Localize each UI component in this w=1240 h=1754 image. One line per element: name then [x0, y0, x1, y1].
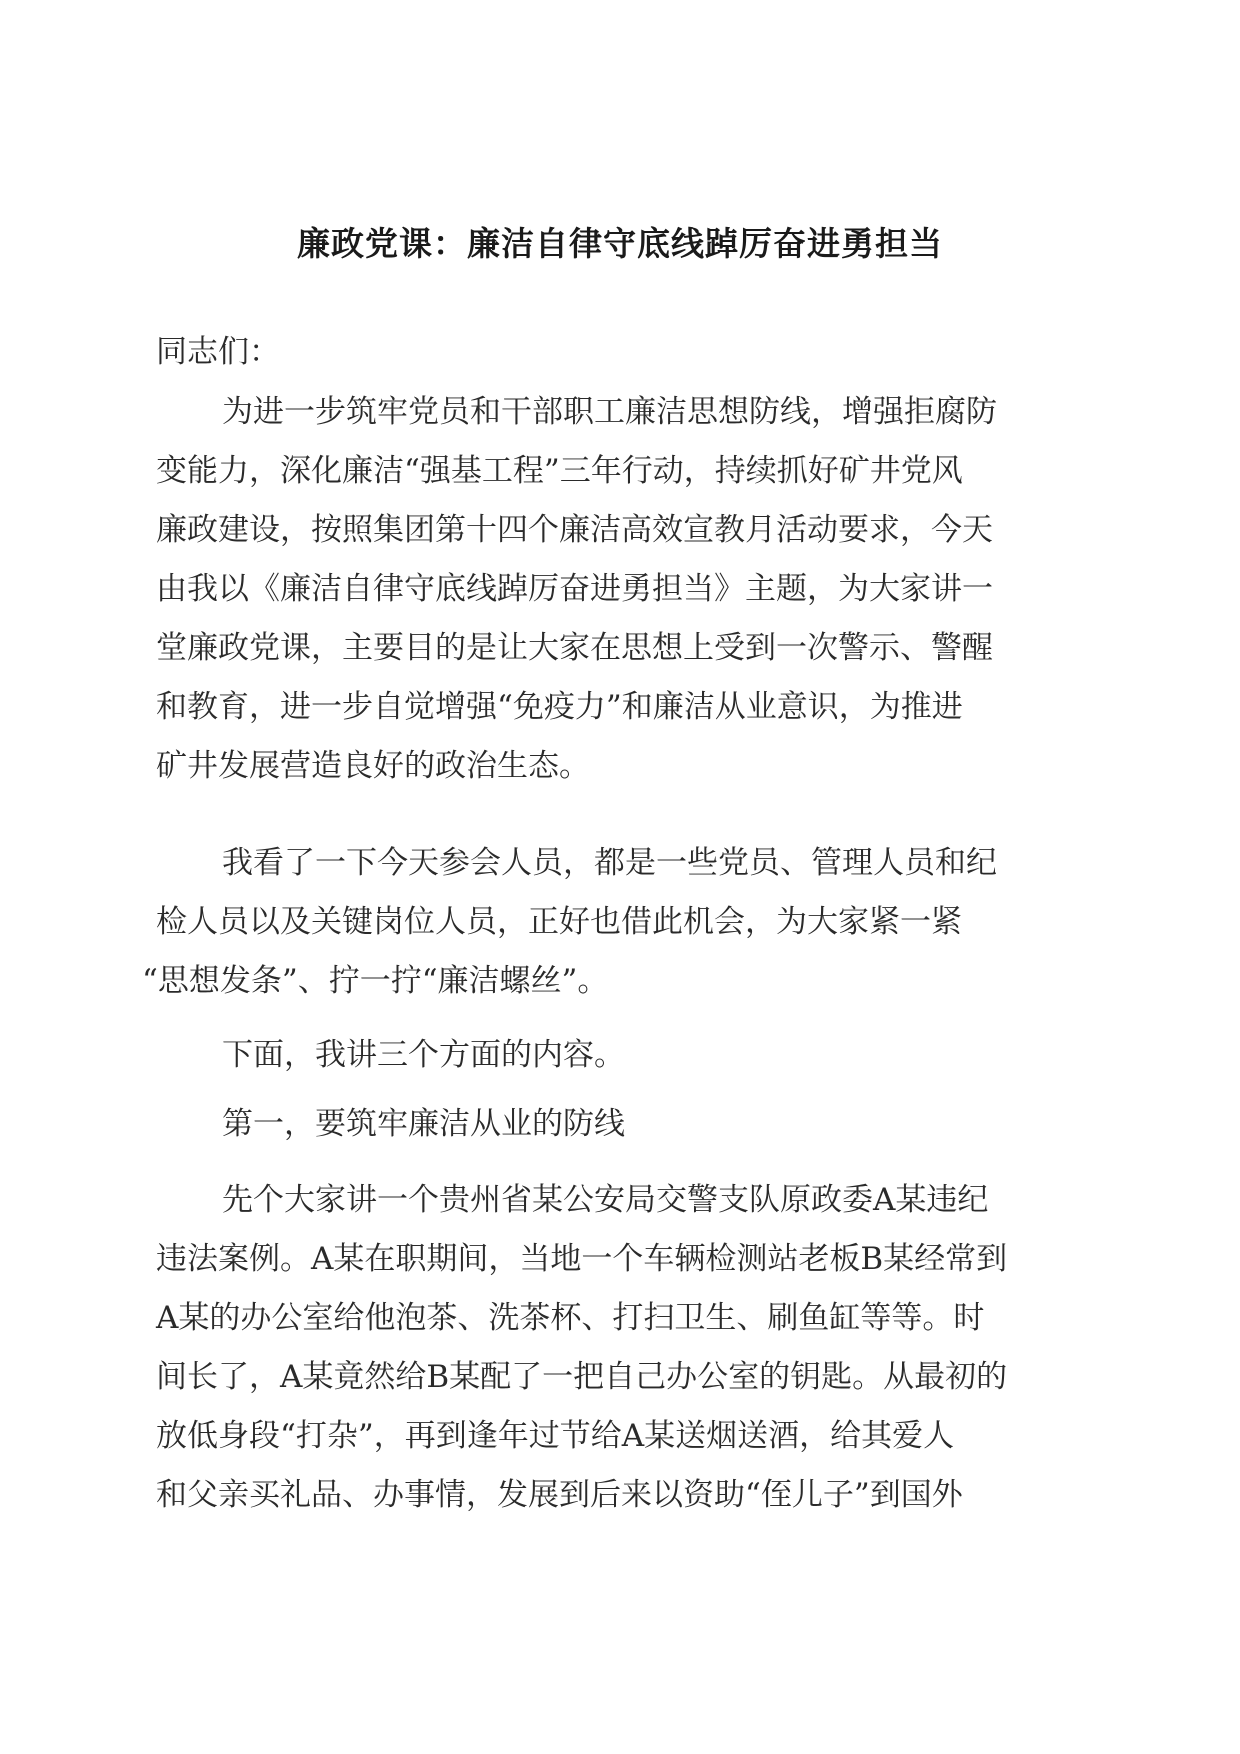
body-line-3: 廉政建设，按照集团第十四个廉洁高效宣教月活动要求，今天	[156, 512, 993, 548]
document-title: 廉政党课：廉洁自律守底线踔厉奋进勇担当	[297, 224, 943, 263]
body-line-4: 由我以《廉洁自律守底线踔厉奋进勇担当》主题，为大家讲一	[156, 571, 993, 607]
body-line-10: “思想发条”、拧一拧“廉洁螺丝”。	[142, 963, 609, 999]
body-line-5: 堂廉政党课，主要目的是让大家在思想上受到一次警示、警醒	[156, 630, 993, 666]
section-heading-1: 第一，要筑牢廉洁从业的防线	[222, 1106, 625, 1142]
body-line-6: 和教育，进一步自觉增强“免疫力”和廉洁从业意识，为推进	[156, 689, 963, 725]
body-line-15: 间长了，A某竟然给B某配了一把自己办公室的钥匙。从最初的	[156, 1359, 1008, 1395]
body-line-11: 下面，我讲三个方面的内容。	[222, 1037, 625, 1073]
body-line-8: 我看了一下今天参会人员，都是一些党员、管理人员和纪	[222, 845, 997, 881]
body-line-14: A某的办公室给他泡茶、洗茶杯、打扫卫生、刷鱼缸等等。时	[156, 1300, 985, 1336]
body-line-9: 检人员以及关键岗位人员，正好也借此机会，为大家紧一紧	[156, 904, 962, 940]
body-line-16: 放低身段“打杂”，再到逢年过节给A某送烟送酒，给其爱人	[156, 1418, 955, 1454]
greeting-line: 同志们：	[156, 334, 280, 370]
body-line-1: 为进一步筑牢党员和干部职工廉洁思想防线，增强拒腐防	[222, 394, 997, 430]
body-line-12: 先个大家讲一个贵州省某公安局交警支队原政委A某违纪	[222, 1182, 989, 1218]
body-line-13: 违法案例。A某在职期间，当地一个车辆检测站老板B某经常到	[156, 1241, 1008, 1277]
body-line-17: 和父亲买礼品、办事情，发展到后来以资助“侄儿子”到国外	[156, 1477, 963, 1513]
body-line-7: 矿井发展营造良好的政治生态。	[156, 748, 590, 784]
body-line-2: 变能力，深化廉洁“强基工程”三年行动，持续抓好矿井党风	[156, 453, 963, 489]
